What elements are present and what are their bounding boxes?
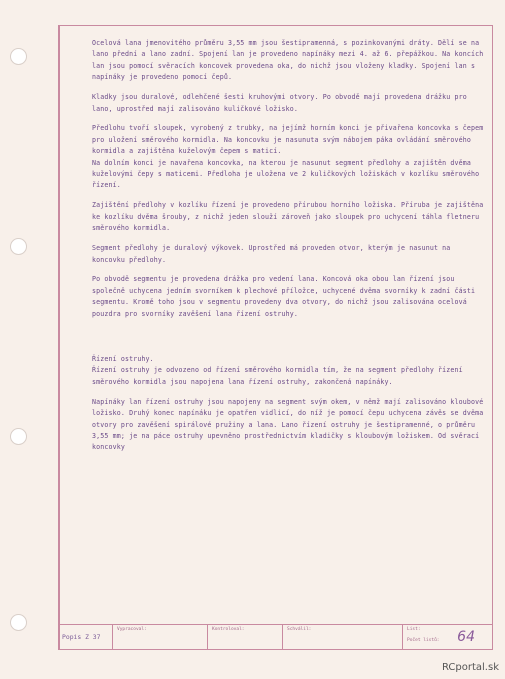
punch-hole bbox=[10, 48, 27, 65]
paragraph: Předlohu tvoří sloupek, vyrobený z trubky, na jejímž horním konci je přivařena koncovka s čepem pro uložení směrového kormidla. Na koncovku je nasunuta svým nábojem páka ovládání směrového kormidla a zajištěna kuželovým čepem s maticí. Na dolním konci je navařena koncovka, na kterou je nasunut segment předlohy a zajištěn dvěma kuželovými čepy s maticemi. Předloha je uložena ve 2 kuličkových ložiskách v kozlíku směrového řízení. bbox=[92, 124, 484, 190]
sheet-cell bbox=[403, 625, 493, 650]
paragraph: Řízení ostruhy je odvozeno od řízení směrového kormidla tím, že na segment předlohy řízení směrového kormidla jsou napojena lana řízení ostruhy, zakončená napínáky. bbox=[92, 366, 463, 386]
checked-by-cell bbox=[208, 625, 283, 650]
checked-by-label: Kontroloval: bbox=[212, 627, 245, 632]
prepared-by-cell bbox=[113, 625, 208, 650]
sheet-count-label: Počet listů: bbox=[407, 638, 440, 643]
punch-hole bbox=[10, 238, 27, 255]
paragraph: Zajištění předlohy v kozlíku řízení je provedeno přírubou horního ložiska. Příruba je zajištěna ke kozlíku dvěma šrouby, z nichž jeden slouží zároveň jako sloupek pro uchycení táhla fletneru směrového kormidla. bbox=[92, 201, 484, 233]
punch-hole bbox=[10, 428, 27, 445]
watermark: RCportal.sk bbox=[441, 662, 499, 673]
title-block bbox=[58, 624, 493, 650]
body-text bbox=[92, 38, 484, 462]
paragraph: Segment předlohy je duralový výkovek. Uprostřed má proveden otvor, kterým je nasunut na koncovku předlohy. bbox=[92, 244, 451, 264]
paragraph: Napínáky lan řízení ostruhy jsou napojeny na segment svým okem, v němž mají zalisováno kloubové ložisko. Druhý konec napínáku je opatřen vidlicí, do níž je pomocí čepu uchycena závěs se dvěma otvory pro zavěšení spirálové pružiny a lana. Lano řízení ostruhy je šestipramenné, o průměru 3,55 mm; je na páce ostruhy upevněno prostřednictvím kladičky s kloubovým ložiskem. Od svěrací koncovky bbox=[92, 397, 484, 452]
approved-by-cell bbox=[283, 625, 403, 650]
paragraph: Kladky jsou duralové, odlehčené šesti kruhovými otvory. Po obvodě mají provedena drážku pro lano, uprostřed mají zalisováno kuličkové ložisko. bbox=[92, 93, 467, 113]
sheet-label: List: bbox=[407, 627, 421, 632]
paragraph: Po obvodě segmentu je provedena drážka pro vedení lana. Koncová oka obou lan řízení jsou společně uchycena jedním svorníkem k plechové příložce, uchycené dvěma svorníky k zadní části segmentu. Kromě toho jsou v segmentu provedeny dva otvory, do nichž jsou zalisována ocelová pouzdra pro svorníky zavěšení lana řízení ostruhy. bbox=[92, 275, 476, 318]
approved-by-label: Schválil: bbox=[287, 627, 312, 632]
paragraph: Ocelová lana jmenovitého průměru 3,55 mm jsou šestipramenná, s pozinkovanými dráty. Dělí se na lano přední a lano zadní. Spojení lan je provedeno napínáky mezi 4. až 6. přepážkou. Na koncích lan jsou pomocí svěracích koncovek provedena oka, do nichž jsou vloženy kladky. Spojení lan s napínáky je provedeno pomocí čepů. bbox=[92, 39, 484, 82]
page-number: 64 bbox=[457, 629, 475, 645]
doc-label: Popis Z 37 bbox=[58, 625, 113, 650]
punch-hole bbox=[10, 614, 27, 631]
prepared-by-label: Vypracoval: bbox=[117, 627, 147, 632]
section-heading: Řízení ostruhy. bbox=[92, 355, 154, 364]
